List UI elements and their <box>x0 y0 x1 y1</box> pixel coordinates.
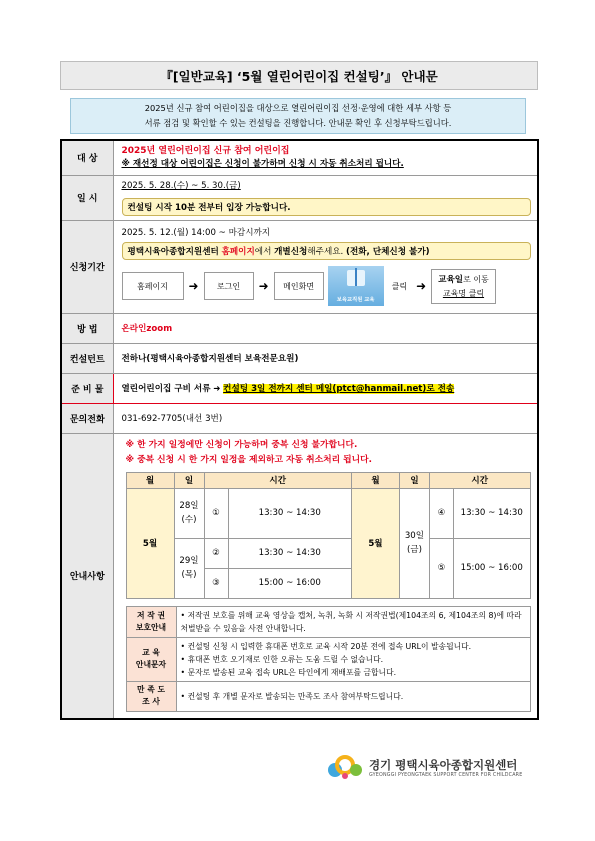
row-notice <box>61 433 538 719</box>
guidance-label-copyright-2: 보호안내 <box>135 622 167 632</box>
guidance-row-survey <box>126 681 530 711</box>
prep-prefix: 열린어린이집 구비 서류 <box>121 384 211 394</box>
content-target <box>113 140 538 175</box>
footer-logo-block <box>325 752 522 782</box>
info-table <box>60 139 539 720</box>
sched-hd-time-left: 시간 <box>204 472 351 488</box>
guidance-label-sms-1: 교 육 <box>142 648 160 657</box>
guidance-label-sms <box>126 637 176 681</box>
schedule-table <box>126 472 531 599</box>
target-line-2: ※ 재선정 대상 어린이집은 신청이 불가하며 신청 시 자동 취소처리 됩니다. <box>121 159 404 170</box>
label-target: 대 상 <box>61 140 113 175</box>
sched-month-right: 5월 <box>351 488 399 598</box>
document-title <box>60 61 538 90</box>
sched-day-29-date: 29일 <box>179 556 199 566</box>
step-final-edu-day: 교육일 <box>438 274 464 285</box>
step-click: 클릭 <box>391 281 408 291</box>
guidance-table <box>126 606 531 712</box>
date-line-1: 2025. 5. 28.(수) ~ 5. 30.(금) <box>121 181 241 191</box>
step-final-move: 로 이동 <box>463 274 489 284</box>
sched-hd-month-left: 월 <box>126 472 174 488</box>
content-notice <box>113 433 538 719</box>
apply-note-in: 에서 <box>254 247 272 257</box>
step-login: 로그인 <box>204 272 254 300</box>
sched-month-left: 5월 <box>126 488 174 598</box>
label-consultant: 컨설턴트 <box>61 343 113 373</box>
step-homepage: 홈페이지 <box>122 272 184 300</box>
sched-hd-month-right: 월 <box>351 472 399 488</box>
step-arrow-1: ➜ <box>188 279 199 293</box>
sched-hd-day-left: 일 <box>174 472 204 488</box>
childcare-education-gift-icon <box>328 266 384 306</box>
center-name: 경기 평택시육아종합지원센터 <box>369 757 518 772</box>
apply-steps <box>122 266 532 306</box>
guidance-text-survey <box>176 681 530 711</box>
guidance-bullet: • 저작권 보호를 위해 교육 영상을 캡쳐, 녹취, 녹화 시 저작권법(제104조의 6, 제104조의 8)에 따라 처벌받을 수 있음을 사전 안내합니다. <box>180 610 522 633</box>
label-phone: 문의전화 <box>61 403 113 433</box>
guidance-row-copyright <box>126 606 530 637</box>
sched-day-28 <box>174 488 204 538</box>
guidance-label-survey <box>126 681 176 711</box>
sched-slot-2-time: 13:30 ~ 14:30 <box>228 538 351 568</box>
intro-box <box>70 98 526 134</box>
sched-slot-3-no: ③ <box>204 568 228 598</box>
step-main-screen: 메인화면 <box>274 272 324 300</box>
step-final-edu-name: 교육명 클릭 <box>442 288 485 298</box>
sched-day-30-dow: (금) <box>406 545 422 555</box>
method-value: 온라인zoom <box>113 313 538 343</box>
prep-arrow: ➜ <box>213 384 221 394</box>
label-method: 방 법 <box>61 313 113 343</box>
row-consultant <box>61 343 538 373</box>
sched-slot-5-no: ⑤ <box>429 538 453 598</box>
gift-ribbon-shape <box>355 268 357 286</box>
notice-note-1: ※ 한 가지 일정에만 신청이 가능하며 중복 신청 불가합니다. <box>125 439 358 450</box>
guidance-label-copyright-1: 저 작 권 <box>136 610 166 620</box>
sched-day-28-dow: (수) <box>181 515 197 525</box>
sched-day-28-date: 28일 <box>179 501 199 511</box>
label-prep: 준 비 물 <box>61 373 113 403</box>
intro-line-2: 서류 점검 및 확인할 수 있는 컨설팅을 진행합니다. 안내문 확인 후 신청부탁드립니다. <box>144 118 452 128</box>
sched-hd-day-right: 일 <box>399 472 429 488</box>
gift-icon-label: 보육교직원 교육 <box>336 297 375 303</box>
guidance-text-copyright <box>176 606 530 637</box>
guidance-text-sms <box>176 637 530 681</box>
sched-slot-4-no: ④ <box>429 488 453 538</box>
schedule-header-row <box>126 472 530 488</box>
guidance-label-survey-1: 만 족 도 <box>136 685 166 694</box>
intro-line-1: 2025년 신규 참여 어린이집을 대상으로 열린어린이집 선정·운영에 대한 세부 사항 등 <box>144 103 452 113</box>
content-apply <box>113 220 538 313</box>
apply-note-homepage: 홈페이지 <box>221 247 255 257</box>
row-phone <box>61 403 538 433</box>
sched-day-30 <box>399 488 429 598</box>
phone-value: 031-692-7705(내선 3번) <box>113 403 538 433</box>
row-prep <box>61 373 538 403</box>
sched-day-29-dow: (목) <box>181 570 197 580</box>
content-date <box>113 175 538 220</box>
row-target <box>61 140 538 175</box>
content-prep <box>113 373 538 403</box>
sched-slot-1-time: 13:30 ~ 14:30 <box>228 488 351 538</box>
guidance-label-copyright <box>126 606 176 637</box>
center-name-english: GYEONGGI PYEONGTAEK SUPPORT CENTER FOR CHILDCARE <box>369 772 523 778</box>
sched-slot-1-no: ① <box>204 488 228 538</box>
guidance-bullet: • 컨설팅 후 개별 문자로 발송되는 만족도 조사 참여부탁드립니다. <box>180 691 404 701</box>
apply-note-center: 평택시육아종합지원센터 <box>127 247 219 257</box>
step-final-box <box>431 269 496 304</box>
row-method <box>61 313 538 343</box>
guidance-label-sms-2: 안내문자 <box>135 660 167 669</box>
step-arrow-2: ➜ <box>258 279 269 293</box>
label-apply: 신청기간 <box>61 220 113 313</box>
prep-highlight: 컨설팅 3일 전까지 센터 메일(ptct@hanmail.net)로 전송 <box>223 384 455 394</box>
row-apply <box>61 220 538 313</box>
apply-note-individual: 개별신청 <box>274 247 308 257</box>
apply-line-1: 2025. 5. 12.(월) 14:00 ~ 마감시까지 <box>121 228 271 238</box>
guidance-row-sms <box>126 637 530 681</box>
apply-note-pill <box>122 242 532 260</box>
consultant-value: 전하나(평택시육아종합지원센터 보육전문요원) <box>113 343 538 373</box>
sched-day-29 <box>174 538 204 598</box>
schedule-row <box>126 488 530 538</box>
document-title-text: 『[일반교육] ‘5월 열린어린이집 컨설팅’』 안내문 <box>160 68 438 84</box>
date-note-pill: 컨설팅 시작 10분 전부터 입장 가능합니다. <box>122 198 532 216</box>
guidance-bullet: • 휴대폰 번호 오기재로 인한 오류는 도움 드릴 수 없습니다. <box>180 654 384 664</box>
target-line-1: 2025년 열린어린이집 신규 참여 어린이집 <box>121 146 290 157</box>
sched-slot-5-time: 15:00 ~ 16:00 <box>453 538 530 598</box>
apply-note-please: 해주세요. <box>307 247 344 257</box>
apply-note-paren: (전화, 단체신청 불가) <box>346 247 430 257</box>
step-arrow-3: ➜ <box>416 279 427 293</box>
sched-hd-time-right: 시간 <box>429 472 530 488</box>
label-notice: 안내사항 <box>61 433 113 719</box>
sched-slot-2-no: ② <box>204 538 228 568</box>
sched-day-30-date: 30일 <box>404 531 425 541</box>
guidance-bullet: • 컨설팅 신청 시 입력한 휴대폰 번호로 교육 시작 20분 전에 접속 URL이 발송됩니다. <box>180 641 472 651</box>
label-date: 일 시 <box>61 175 113 220</box>
notice-note-2: ※ 중복 신청 시 한 가지 일정을 제외하고 자동 취소처리 됩니다. <box>125 454 372 465</box>
guidance-label-survey-2: 조 사 <box>142 697 160 706</box>
guidance-bullet: • 문자로 발송된 교육 접속 URL은 타인에게 재배포를 금합니다. <box>180 667 397 677</box>
sched-slot-3-time: 15:00 ~ 16:00 <box>228 568 351 598</box>
sched-slot-4-time: 13:30 ~ 14:30 <box>453 488 530 538</box>
row-date <box>61 175 538 220</box>
schedule-row <box>126 538 530 568</box>
center-logo-icon <box>325 752 365 782</box>
